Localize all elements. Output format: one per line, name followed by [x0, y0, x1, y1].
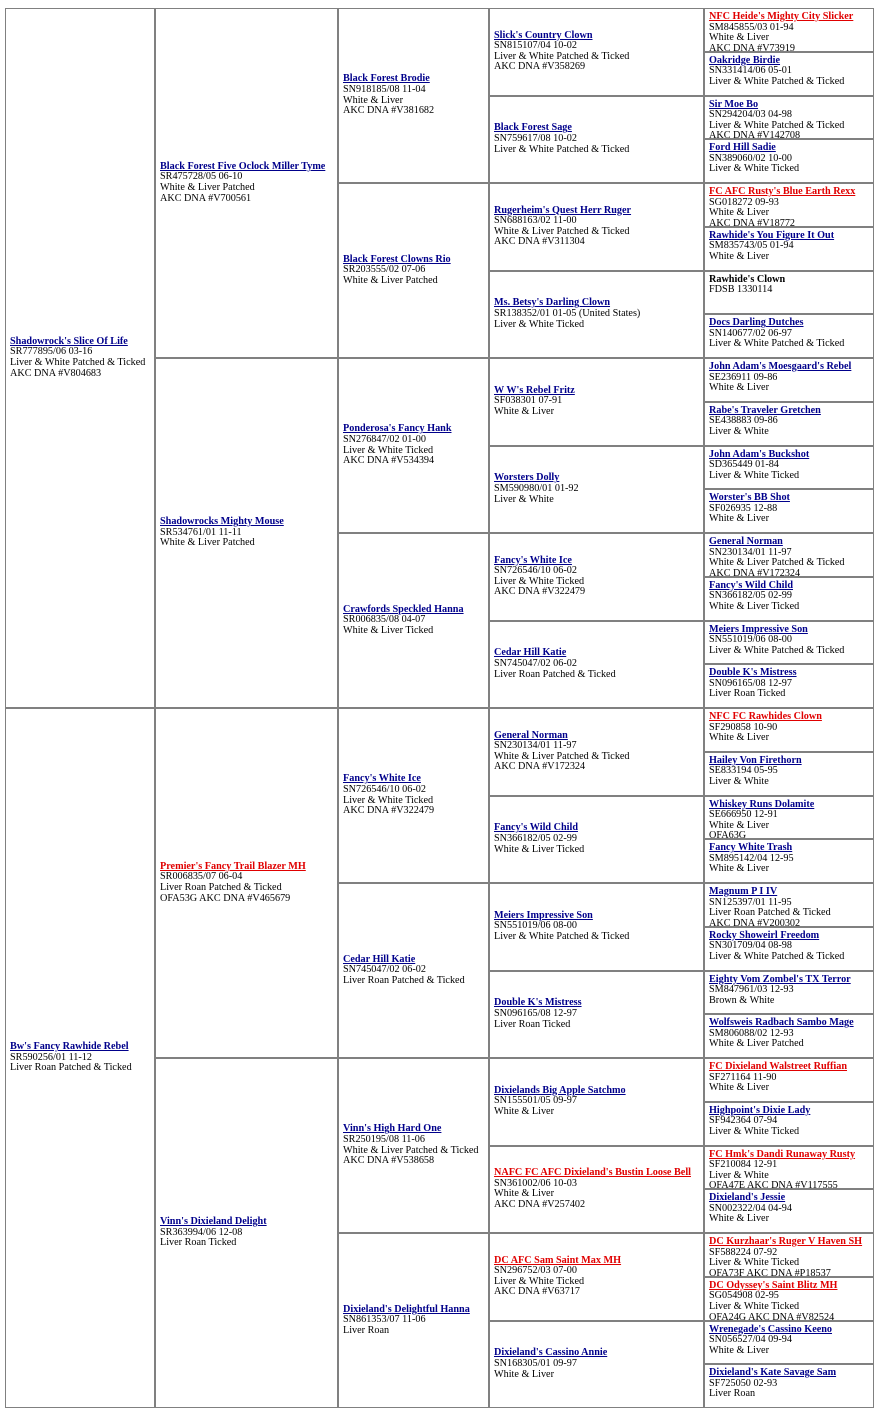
- dog-detail-line: SN331414/06 05-01: [709, 65, 792, 77]
- dog-detail-line: White & Liver Patched & Ticked: [709, 557, 845, 569]
- dog-detail-line: SN726546/10 06-02: [494, 565, 577, 577]
- dog-detail-line: SM835743/05 01-94: [709, 240, 794, 252]
- dog-name-link[interactable]: FC AFC Rusty's Blue Earth Rexx: [709, 186, 856, 197]
- dog-name-link[interactable]: Premier's Fancy Trail Blazer MH: [160, 860, 306, 872]
- dog-detail-line: White & Liver Ticked: [494, 843, 585, 855]
- dog-detail-line: Liver & White Patched & Ticked: [494, 143, 630, 155]
- dog-name-link[interactable]: FC Hmk's Dandi Runaway Rusty: [709, 1148, 856, 1160]
- dog-detail-line: Liver Roan Ticked: [494, 1018, 571, 1030]
- dog-detail-line: SN301709/04 08-98: [709, 940, 792, 952]
- dog-name-link[interactable]: Double K's Mistress: [494, 997, 582, 1009]
- dog-detail-line: SF588224 07-92: [709, 1246, 778, 1258]
- pedigree-cell-siredddd: [704, 664, 874, 708]
- dog-detail-line: SN296752/03 07-00: [494, 1265, 577, 1277]
- dog-detail-line: White & Liver: [494, 1188, 554, 1200]
- dog-detail-line: SN096165/08 12-97: [494, 1007, 577, 1019]
- dog-detail-line: SM895142/04 12-95: [709, 852, 794, 864]
- dog-detail-line: AKC DNA #V700561: [160, 192, 252, 204]
- dog-detail-line: Liver & White Ticked: [709, 469, 800, 481]
- dog-detail-line: White & Liver: [494, 1368, 554, 1380]
- dog-detail-line: SE833194 05-95: [709, 765, 778, 777]
- dog-detail-line: White & Liver Ticked: [709, 600, 800, 612]
- pedigree-cell-dams: [155, 708, 338, 1058]
- dog-detail-line: SM806088/02 12-93: [709, 1027, 794, 1039]
- dog-detail-line: SN389060/02 10-00: [709, 152, 792, 164]
- dog-name-link[interactable]: Ms. Betsy's Darling Clown: [494, 297, 611, 309]
- dog-detail-line: Liver & White Ticked: [343, 444, 434, 456]
- dog-name-link[interactable]: Shadowrocks Mighty Mouse: [160, 516, 284, 528]
- dog-detail-line: SE666950 12-91: [709, 809, 778, 821]
- dog-detail-line: SM845855/03 01-94: [709, 21, 794, 33]
- dog-detail-line: SN726546/10 06-02: [343, 783, 426, 795]
- dog-name-link[interactable]: Dixieland's Kate Savage Sam: [709, 1367, 837, 1379]
- dog-name-link[interactable]: NFC FC Rawhides Clown: [709, 711, 822, 722]
- pedigree-cell-siredss: [489, 358, 704, 446]
- dog-detail-line: SR203555/02 07-06: [343, 264, 426, 276]
- dog-detail-line: SF942364 07-94: [709, 1115, 778, 1127]
- dog-detail-line: SF725050 02-93: [709, 1377, 778, 1389]
- pedigree-cell-damds: [338, 1058, 489, 1233]
- pedigree-cell-siredsss: [704, 358, 874, 402]
- dog-name-link[interactable]: General Norman: [494, 729, 568, 741]
- dog-name-link[interactable]: Bw's Fancy Rawhide Rebel: [10, 1041, 129, 1053]
- pedigree-cell-damss: [338, 708, 489, 883]
- dog-name-link[interactable]: Black Forest Five Oclock Miller Tyme: [160, 160, 326, 172]
- dog-name-link[interactable]: Wrenegade's Cassino Keeno: [709, 1323, 833, 1335]
- dog-detail-line: SR590256/01 11-12: [10, 1051, 92, 1063]
- pedigree-cell-damsd: [338, 883, 489, 1058]
- dog-detail-line: SN688163/02 11-00: [494, 215, 577, 227]
- dog-name-link[interactable]: Ponderosa's Fancy Hank: [343, 423, 452, 435]
- dog-name-link[interactable]: Black Forest Clowns Rio: [343, 253, 451, 265]
- dog-detail-line: White & Liver Patched: [709, 1038, 804, 1050]
- dog-detail-line: SN230134/01 11-97: [709, 546, 792, 558]
- dog-detail-line: Liver & White Patched & Ticked: [709, 950, 845, 962]
- pedigree-cell-siresd: [338, 183, 489, 358]
- dog-detail-line: SF290858 10-90: [709, 721, 778, 733]
- pedigree-cell-siredd: [338, 533, 489, 708]
- dog-detail-line: SF038301 07-91: [494, 395, 563, 407]
- dog-name-link[interactable]: DC AFC Sam Saint Max MH: [494, 1254, 622, 1266]
- pedigree-cell-damdsds: [704, 1146, 874, 1190]
- dog-detail-line: SN276847/02 01-00: [343, 433, 426, 445]
- dog-name-link[interactable]: Black Forest Sage: [494, 122, 572, 134]
- dog-detail-line: White & Liver: [709, 732, 769, 744]
- pedigree-cell-siresdsd: [704, 227, 874, 271]
- pedigree-cell-siredsds: [704, 446, 874, 490]
- dog-detail-line: SG018272 09-93: [709, 196, 779, 208]
- dog-detail-line: SN759617/08 10-02: [494, 132, 577, 144]
- pedigree-cell-damssdd: [704, 839, 874, 883]
- dog-name-link[interactable]: Rabe's Traveler Gretchen: [709, 404, 821, 416]
- pedigree-cell-siressd: [489, 96, 704, 184]
- dog-name-link[interactable]: Slick's Country Clown: [494, 29, 593, 41]
- dog-detail-line: White & Liver: [709, 1213, 769, 1225]
- dog-name-link[interactable]: NAFC FC AFC Dixieland's Bustin Loose Bell: [494, 1167, 691, 1179]
- dog-detail-line: SN056527/04 09-94: [709, 1334, 792, 1346]
- pedigree-cell-damddds: [704, 1321, 874, 1365]
- dog-detail-line: AKC DNA #V257402: [494, 1198, 586, 1210]
- dog-detail-line: SN096165/08 12-97: [709, 677, 792, 689]
- pedigree-cell-damsssd: [704, 752, 874, 796]
- dog-detail-line: SN366182/05 02-99: [709, 590, 792, 602]
- pedigree-cell-siredsd: [489, 446, 704, 534]
- dog-name-link[interactable]: Rocky Showeirl Freedom: [709, 929, 820, 941]
- dog-detail-line: Liver & White Patched & Ticked: [709, 119, 845, 131]
- pedigree-cell-sireddds: [704, 621, 874, 665]
- pedigree-cell-siresddd: [704, 314, 874, 358]
- dog-detail-line: White & Liver: [343, 94, 403, 106]
- dog-detail-line: Liver Roan Patched & Ticked: [160, 882, 282, 893]
- dog-detail-line: Liver & White Ticked: [343, 794, 434, 806]
- dog-detail-line: White & Liver: [709, 819, 769, 831]
- dog-detail-line: SN366182/05 02-99: [494, 832, 577, 844]
- dog-detail-line: Liver Roan Ticked: [160, 1237, 237, 1249]
- dog-detail-line: AKC DNA #V358269: [494, 61, 586, 73]
- pedigree-cell-damsddd: [704, 1014, 874, 1058]
- pedigree-cell-damdds: [489, 1233, 704, 1321]
- pedigree-cell-damdss: [489, 1058, 704, 1146]
- pedigree-cell-damdsdd: [704, 1189, 874, 1233]
- dog-detail-line: SF271164 11-90: [709, 1071, 777, 1083]
- dog-detail-line: SD365449 01-84: [709, 459, 779, 471]
- dog-name-link[interactable]: Ford Hill Sadie: [709, 142, 776, 154]
- pedigree-cell-damssss: [704, 708, 874, 752]
- dog-name-link[interactable]: Cedar Hill Katie: [494, 647, 567, 659]
- dog-detail-line: SN230134/01 11-97: [494, 740, 577, 752]
- dog-detail-line: SR006835/08 04-07: [343, 614, 426, 626]
- dog-name-link[interactable]: Crawfords Speckled Hanna: [343, 603, 464, 615]
- dog-detail-line: SR006835/07 06-04: [160, 871, 243, 883]
- dog-detail-line: Liver & White: [709, 775, 769, 787]
- dog-detail-line: SN861353/07 11-06: [343, 1314, 426, 1326]
- pedigree-cell-sireddsd: [704, 577, 874, 621]
- dog-detail-line: FDSB 1330114: [709, 284, 773, 296]
- dog-detail-line: Liver & White Ticked: [709, 1257, 800, 1269]
- dog-detail-line: SN361002/06 10-03: [494, 1177, 577, 1189]
- dog-detail-line: White & Liver: [494, 1106, 554, 1118]
- dog-detail-line: AKC DNA #V142708: [709, 130, 801, 140]
- dog-detail-line: SF026935 12-88: [709, 502, 778, 514]
- pedigree-cell-siressds: [704, 96, 874, 140]
- dog-detail-line: SR250195/08 11-06: [343, 1133, 425, 1145]
- dog-detail-line: Liver Roan: [343, 1324, 390, 1336]
- dog-detail-line: White & Liver: [709, 513, 769, 525]
- dog-detail-line: SN140677/02 06-97: [709, 327, 792, 339]
- dog-detail-line: Liver & White: [709, 425, 769, 437]
- dog-detail-line: SR475728/05 06-10: [160, 171, 243, 183]
- dog-name-link[interactable]: W W's Rebel Fritz: [494, 384, 575, 396]
- dog-detail-line: SG054908 02-95: [709, 1290, 779, 1302]
- dog-detail-line: SE236911 09-86: [709, 371, 778, 383]
- dog-name-link[interactable]: Wolfsweis Radbach Sambo Mage: [709, 1017, 854, 1029]
- dog-name-link[interactable]: Fancy White Trash: [709, 842, 793, 854]
- dog-name-link[interactable]: Whiskey Runs Dolamite: [709, 798, 815, 810]
- dog-name-link[interactable]: Oakridge Birdie: [709, 54, 781, 66]
- pedigree-cell-siresdds: [704, 271, 874, 315]
- dog-name-link[interactable]: FC Dixieland Walstreet Ruffian: [709, 1061, 848, 1072]
- dog-detail-line: White & Liver Patched: [160, 182, 255, 193]
- pedigree-cell-siresss: [489, 8, 704, 96]
- pedigree-cell-siressss: [704, 8, 874, 52]
- dog-detail-line: Brown & White: [709, 994, 775, 1006]
- dog-detail-line: SN918185/08 11-04: [343, 83, 426, 95]
- dog-name-link[interactable]: Worsters Dolly: [494, 472, 560, 484]
- dog-detail-line: Liver Roan Patched & Ticked: [10, 1062, 132, 1074]
- dog-detail-line: Liver & White Ticked: [709, 1300, 800, 1312]
- dog-detail-line: SN815107/04 10-02: [494, 40, 577, 52]
- pedigree-cell-siresssd: [704, 52, 874, 96]
- dog-detail-line: OFA63G: [709, 830, 747, 840]
- pedigree-cell-siredsdd: [704, 489, 874, 533]
- dog-detail-line: Liver Roan Patched & Ticked: [494, 668, 616, 680]
- dog-name-link[interactable]: Fancy's White Ice: [494, 554, 572, 566]
- dog-detail-line: AKC DNA #V172324: [494, 761, 586, 773]
- dog-detail-line: Liver & White: [494, 493, 554, 505]
- dog-detail-line: OFA47E AKC DNA #V117555: [709, 1180, 838, 1190]
- dog-detail-line: AKC DNA #V804683: [10, 367, 102, 379]
- pedigree-cell-siredds: [489, 533, 704, 621]
- pedigree-cell-sire: [5, 8, 155, 708]
- dog-name-link[interactable]: Dixieland's Cassino Annie: [494, 1347, 608, 1359]
- dog-detail-line: White & Liver Patched & Ticked: [494, 750, 630, 762]
- dog-detail-line: White & Liver: [709, 1082, 769, 1094]
- pedigree-cell-damssd: [489, 796, 704, 884]
- dog-name-link[interactable]: Shadowrock's Slice Of Life: [10, 335, 128, 347]
- dog-detail-line: SN155501/05 09-97: [494, 1095, 577, 1107]
- pedigree-cell-damddsd: [704, 1277, 874, 1321]
- dog-name-link[interactable]: Cedar Hill Katie: [343, 953, 416, 965]
- dog-name-link[interactable]: Black Forest Brodie: [343, 73, 430, 85]
- dog-detail-line: SM847961/03 12-93: [709, 984, 794, 996]
- dog-detail-line: Liver & White Ticked: [494, 575, 585, 587]
- dog-detail-line: Liver & White Ticked: [709, 163, 800, 175]
- dog-detail-line: Liver Roan: [709, 1388, 756, 1400]
- dog-name-link[interactable]: Worster's BB Shot: [709, 492, 790, 504]
- dog-name-link[interactable]: Rawhide's You Figure It Out: [709, 229, 835, 241]
- dog-detail-line: SR138352/01 01-05 (United States): [494, 307, 641, 319]
- dog-detail-line: White & Liver Ticked: [343, 624, 434, 636]
- dog-detail-line: SN002322/04 04-94: [709, 1202, 792, 1214]
- dog-detail-line: SN168305/01 09-97: [494, 1357, 577, 1369]
- dog-detail-line: SN294204/03 04-98: [709, 109, 792, 121]
- pedigree-cell-sired: [155, 358, 338, 708]
- pedigree-cell-damddss: [704, 1233, 874, 1277]
- pedigree-cell-damdddd: [704, 1364, 874, 1408]
- dog-detail-line: SM590980/01 01-92: [494, 482, 579, 494]
- dog-detail-line: Liver Roan Patched & Ticked: [343, 974, 465, 986]
- pedigree-cell-damsds: [489, 883, 704, 971]
- dog-detail-line: Liver & White Patched & Ticked: [494, 50, 630, 62]
- dog-detail-line: SN125397/01 11-95: [709, 896, 792, 908]
- dog-name-link[interactable]: Rugerheim's Quest Herr Ruger: [494, 204, 632, 216]
- dog-detail-line: White & Liver Patched: [343, 274, 438, 286]
- dog-detail-line: SR534761/01 11-11: [160, 526, 242, 538]
- dog-detail-line: Liver Roan Ticked: [709, 688, 786, 700]
- dog-name-link[interactable]: Sir Moe Bo: [709, 98, 759, 110]
- dog-detail-line: White & Liver: [709, 32, 769, 44]
- pedigree-cell-damsdds: [704, 971, 874, 1015]
- dog-detail-line: Liver & White Ticked: [494, 1275, 585, 1287]
- dog-detail-line: White & Liver: [709, 207, 769, 219]
- pedigree-cell-siresdss: [704, 183, 874, 227]
- pedigree-cell-damssds: [704, 796, 874, 840]
- dog-name-link[interactable]: John Adam's Buckshot: [709, 448, 810, 460]
- dog-name-link[interactable]: Fancy's Wild Child: [709, 579, 793, 591]
- pedigree-cell-sireddss: [704, 533, 874, 577]
- dog-detail-line: SN745047/02 06-02: [494, 657, 577, 669]
- dog-name-link[interactable]: Dixieland's Delightful Hanna: [343, 1303, 470, 1315]
- pedigree-cell-damdssd: [704, 1102, 874, 1146]
- pedigree-cell-siresds: [489, 183, 704, 271]
- dog-name-link[interactable]: Vinn's Dixieland Delight: [160, 1216, 267, 1228]
- dog-detail-line: SF210084 12-91: [709, 1159, 778, 1171]
- dog-name-link[interactable]: Highpoint's Dixie Lady: [709, 1104, 811, 1116]
- dog-name-link[interactable]: Magnum P I IV: [709, 886, 778, 897]
- dog-name-link[interactable]: Dixieland's Jessie: [709, 1192, 786, 1204]
- dog-detail-line: Liver & White Patched & Ticked: [709, 75, 845, 87]
- dog-detail-line: Liver & White Patched & Ticked: [494, 931, 630, 943]
- dog-detail-line: AKC DNA #V18772: [709, 217, 796, 227]
- pedigree-cell-damdsss: [704, 1058, 874, 1102]
- pedigree-cell-sireds: [338, 358, 489, 533]
- dog-detail-line: OFA73F AKC DNA #P18537: [709, 1267, 831, 1277]
- dog-name-link: Rawhide's Clown: [709, 273, 786, 285]
- dog-detail-line: Liver & White Patched & Ticked: [709, 338, 845, 350]
- dog-name-link[interactable]: John Adam's Moesgaard's Rebel: [709, 361, 852, 372]
- dog-detail-line: AKC DNA #V322479: [343, 805, 435, 817]
- dog-detail-line: Liver & White: [709, 1169, 769, 1181]
- dog-detail-line: AKC DNA #V538658: [343, 1155, 435, 1167]
- dog-detail-line: White & Liver: [709, 382, 769, 394]
- dog-name-link[interactable]: Meiers Impressive Son: [709, 623, 808, 635]
- dog-detail-line: SR777895/06 03-16: [10, 346, 93, 358]
- dog-detail-line: AKC DNA #V311304: [494, 236, 585, 248]
- dog-detail-line: White & Liver: [709, 863, 769, 875]
- dog-detail-line: Liver & White Patched & Ticked: [10, 357, 146, 368]
- pedigree-cell-sireddd: [489, 621, 704, 709]
- dog-name-link[interactable]: Vinn's High Hard One: [343, 1123, 442, 1135]
- dog-name-link[interactable]: Dixielands Big Apple Satchmo: [494, 1084, 626, 1096]
- dog-detail-line: OFA53G AKC DNA #V465679: [160, 892, 291, 904]
- dog-detail-line: AKC DNA #V63717: [494, 1286, 581, 1298]
- pedigree-cell-damsdsd: [704, 927, 874, 971]
- dog-name-link[interactable]: Fancy's White Ice: [343, 773, 421, 785]
- pedigree-cell-dam: [5, 708, 155, 1408]
- dog-detail-line: Liver & White Patched & Ticked: [709, 644, 845, 656]
- pedigree-cell-siredssd: [704, 402, 874, 446]
- pedigree-cell-damdsd: [489, 1146, 704, 1234]
- pedigree-cell-damdd: [338, 1233, 489, 1408]
- dog-detail-line: SE438883 09-86: [709, 415, 778, 427]
- dog-name-link[interactable]: Meiers Impressive Son: [494, 909, 593, 921]
- dog-detail-line: AKC DNA #V172324: [709, 567, 801, 577]
- dog-detail-line: AKC DNA #V381682: [343, 105, 435, 117]
- dog-detail-line: OFA24G AKC DNA #V82524: [709, 1311, 835, 1321]
- pedigree-cell-damsss: [489, 708, 704, 796]
- dog-name-link[interactable]: General Norman: [709, 536, 783, 547]
- dog-name-link[interactable]: Eighty Vom Zombel's TX Terror: [709, 973, 851, 985]
- pedigree-cell-damd: [155, 1058, 338, 1408]
- dog-detail-line: SR363994/06 12-08: [160, 1226, 243, 1238]
- dog-detail-line: Liver & White Ticked: [709, 1125, 800, 1137]
- dog-detail-line: SN745047/02 06-02: [343, 964, 426, 976]
- dog-detail-line: AKC DNA #V534394: [343, 455, 435, 467]
- dog-detail-line: SN551019/06 08-00: [709, 634, 792, 646]
- dog-detail-line: AKC DNA #V73919: [709, 42, 796, 52]
- dog-name-link[interactable]: Docs Darling Dutches: [709, 317, 804, 329]
- dog-detail-line: AKC DNA #V322479: [494, 586, 586, 598]
- pedigree-cell-sires: [155, 8, 338, 358]
- dog-name-link[interactable]: Hailey Von Firethorn: [709, 754, 802, 766]
- dog-detail-line: White & Liver: [709, 250, 769, 262]
- dog-name-link[interactable]: DC Odyssey's Saint Blitz MH: [709, 1279, 838, 1291]
- dog-detail-line: Liver Roan Patched & Ticked: [709, 907, 831, 919]
- dog-detail-line: Liver & White Ticked: [494, 318, 585, 330]
- dog-detail-line: White & Liver Patched & Ticked: [494, 225, 630, 237]
- dog-name-link[interactable]: Double K's Mistress: [709, 667, 797, 679]
- pedigree-cell-siress: [338, 8, 489, 183]
- pedigree-cell-damddd: [489, 1321, 704, 1409]
- dog-detail-line: White & Liver Patched: [160, 537, 255, 549]
- pedigree-cell-damsdss: [704, 883, 874, 927]
- dog-name-link[interactable]: DC Kurzhaar's Ruger V Haven SH: [709, 1236, 863, 1247]
- pedigree-cell-siresdd: [489, 271, 704, 359]
- dog-detail-line: White & Liver: [494, 406, 554, 418]
- pedigree-cell-siressdd: [704, 139, 874, 183]
- dog-name-link[interactable]: NFC Heide's Mighty City Slicker: [709, 11, 854, 22]
- pedigree-cell-damsdd: [489, 971, 704, 1059]
- dog-detail-line: White & Liver Patched & Ticked: [343, 1144, 479, 1156]
- dog-detail-line: AKC DNA #V200302: [709, 917, 801, 927]
- dog-detail-line: White & Liver: [709, 1344, 769, 1356]
- dog-name-link[interactable]: Fancy's Wild Child: [494, 822, 578, 834]
- dog-detail-line: SN551019/06 08-00: [494, 920, 577, 932]
